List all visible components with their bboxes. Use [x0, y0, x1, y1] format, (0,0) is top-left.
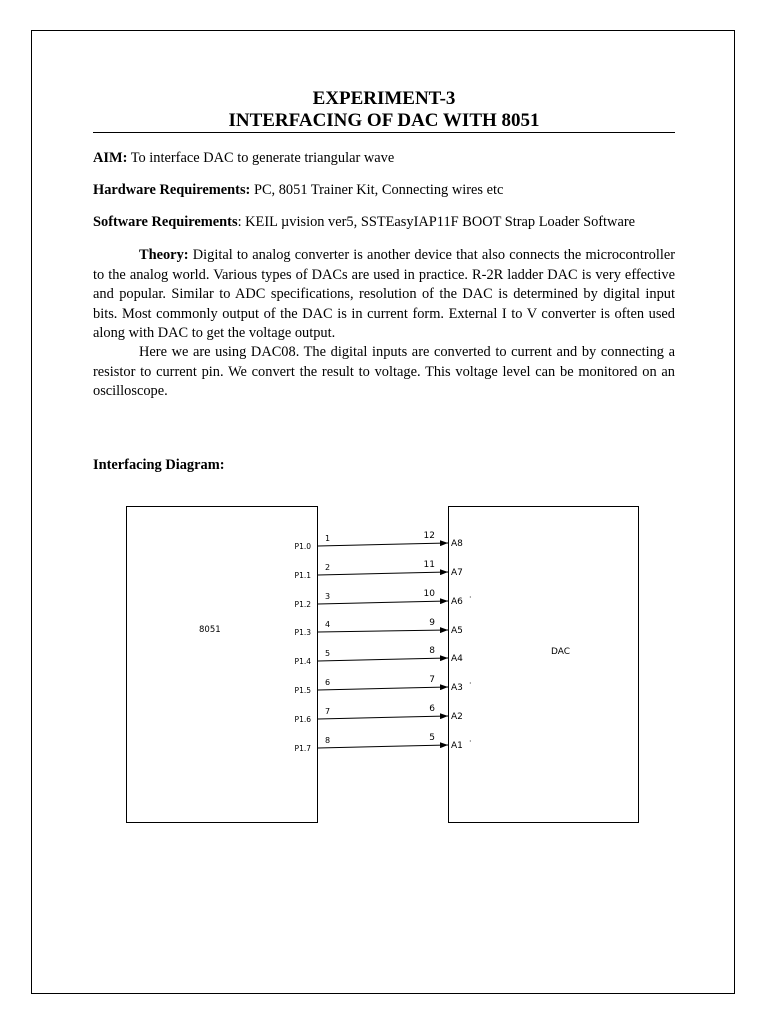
dac-input-label: A4 [451, 654, 463, 664]
theory-label: Theory: [139, 247, 189, 263]
port-label: P1.2 [294, 600, 311, 609]
dac-input-label: A6 [451, 597, 463, 607]
connection-arrow [318, 601, 448, 604]
dest-pin-number: 6 [429, 704, 435, 714]
diagram-heading: Interfacing Diagram: [93, 457, 225, 473]
port-label: P1.7 [294, 744, 311, 753]
dac-input-label: A7 [451, 568, 463, 578]
source-pin-number: 8 [325, 736, 331, 745]
dest-pin-number: 10 [423, 589, 435, 599]
stray-mark: · [469, 593, 472, 602]
stray-mark: · [469, 737, 472, 746]
connection-arrow [318, 630, 448, 632]
dac-input-label: A2 [451, 712, 463, 722]
port-label: P1.6 [294, 715, 311, 724]
connection-arrow [318, 543, 448, 546]
software-text: : KEIL µvision ver5, SSTEasyIAP11F BOOT Strap Loader Software [237, 214, 636, 230]
connection-arrow [318, 572, 448, 575]
port-label: P1.4 [294, 657, 311, 666]
source-pin-number: 2 [325, 563, 331, 572]
port-label: P1.5 [294, 686, 311, 695]
dest-pin-number: 11 [423, 560, 435, 570]
connection-arrow [318, 687, 448, 690]
source-pin-number: 5 [325, 649, 331, 658]
source-pin-number: 1 [325, 534, 331, 543]
connection-arrow [318, 716, 448, 719]
dest-pin-number: 5 [429, 733, 435, 743]
hardware-label: Hardware Requirements: [93, 182, 251, 198]
source-pin-number: 4 [325, 620, 331, 629]
theory-text-1: Digital to analog converter is another device that also connects the microcontroller to the analog world. Various types of DACs are used in practice. R-2R ladder DAC is very effective and popular. Similar to ADC specifications, resolution of the DAC is determined by digital input bits. Most commonly output of the DAC is in current form. External I to V converter is often used along with DAC to get the voltage output. [93, 247, 675, 341]
block-8051-label: 8051 [199, 625, 221, 635]
connection-arrow [318, 745, 448, 748]
dac-input-label: A3 [451, 683, 463, 693]
connection-arrow [318, 658, 448, 661]
aim-label: AIM: [93, 150, 128, 166]
port-label: P1.0 [294, 542, 311, 551]
hardware-text: PC, 8051 Trainer Kit, Connecting wires etc [250, 182, 504, 198]
software-label: Software Requirements [93, 214, 238, 230]
block-dac [449, 507, 639, 823]
source-pin-number: 7 [325, 707, 331, 716]
dest-pin-number: 7 [429, 675, 435, 685]
aim-text: To interface DAC to generate triangular wave [127, 150, 395, 166]
theory-text-2: Here we are using DAC08. The digital inputs are converted to current and by connecting a resistor to current pin. We convert the result to voltage. This voltage level can be monitored on an oscilloscope. [93, 344, 675, 399]
connection-group [295, 531, 472, 753]
experiment-title: INTERFACING OF DAC WITH 8051 [228, 110, 540, 131]
block-8051 [127, 507, 318, 823]
dac-input-label: A5 [451, 626, 463, 636]
source-pin-number: 3 [325, 592, 331, 601]
dest-pin-number: 8 [429, 646, 435, 656]
port-label: P1.1 [294, 571, 311, 580]
dac-input-label: A8 [451, 539, 463, 549]
port-label: P1.3 [294, 628, 311, 637]
dac-input-label: A1 [451, 741, 463, 751]
dest-pin-number: 9 [429, 618, 435, 628]
block-dac-label: DAC [551, 647, 571, 657]
dest-pin-number: 12 [423, 531, 435, 541]
stray-mark: · [469, 679, 472, 688]
experiment-number: EXPERIMENT-3 [312, 88, 456, 109]
source-pin-number: 6 [325, 678, 331, 687]
